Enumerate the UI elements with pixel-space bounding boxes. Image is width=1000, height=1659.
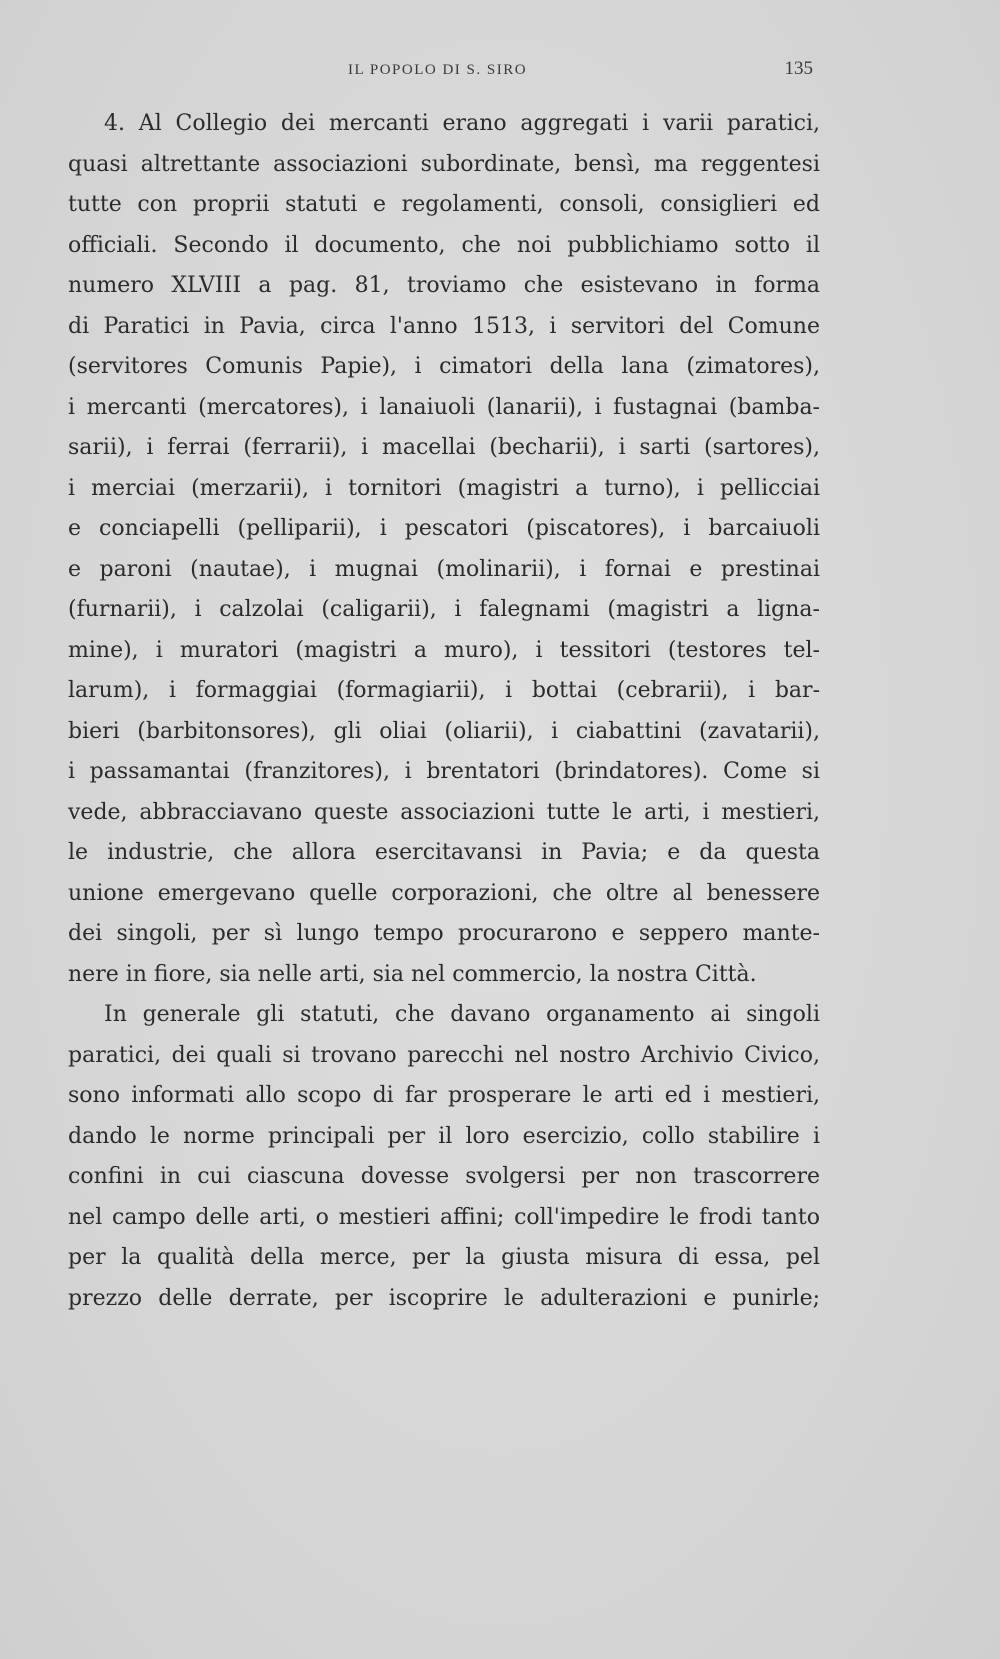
running-head	[68, 58, 813, 88]
text-line: di Paratici in Pavia, circa l'anno 1513, i servitori del Comune	[68, 313, 820, 339]
text-line: numero XLVIII a pag. 81, troviamo che esistevano in forma	[68, 273, 820, 298]
text-line: confini in cui ciascuna dovesse svolgersi per non trascorrere	[68, 1164, 820, 1189]
text-line: mine), i muratori (magistri a muro), i tessitori (testores tel-	[68, 637, 820, 663]
running-title: IL POPOLO DI S. SIRO	[348, 62, 528, 78]
text-line: bieri (barbitonsores), gli oliai (oliarii), i ciabattini (zavatarii),	[68, 718, 820, 744]
text-line: nere in fiore, sia nelle arti, sia nel commercio, la nostra Città.	[68, 961, 757, 987]
page-number: 135	[784, 58, 813, 79]
text-line: i passamantai (franzitores), i brentatori (brindatores). Come si	[68, 759, 820, 784]
text-line: (servitores Comunis Papie), i cimatori della lana (zimatores),	[68, 354, 820, 379]
text-line: le industrie, che allora esercitavansi in Pavia; e da questa	[68, 840, 820, 865]
text-line: 4. Al Collegio dei mercanti erano aggregati i varii paratici,	[104, 111, 820, 136]
text-line: unione emergevano quelle corporazioni, che oltre al benessere	[68, 880, 820, 906]
text-line: larum), i formaggiai (formagiarii), i bottai (cebrarii), i bar-	[68, 678, 820, 703]
text-line: vede, abbracciavano queste associazioni tutte le arti, i mestieri,	[68, 799, 820, 825]
text-line: sarii), i ferrai (ferrarii), i macellai (becharii), i sarti (sartores),	[68, 435, 820, 460]
text-line: In generale gli statuti, che davano organamento ai singoli	[104, 1002, 820, 1027]
text-line: nel campo delle arti, o mestieri affini; coll'impedire le frodi tanto	[68, 1204, 820, 1230]
text-line: e conciapelli (pelliparii), i pescatori (piscatores), i barcaiuoli	[68, 516, 820, 541]
text-line: paratici, dei quali si trovano parecchi nel nostro Archivio Civico,	[68, 1042, 820, 1068]
text-line: tutte con proprii statuti e regolamenti, consoli, consiglieri ed	[68, 192, 820, 217]
text-line: i merciai (merzarii), i tornitori (magistri a turno), i pellicciai	[68, 475, 820, 501]
text-line: per la qualità della merce, per la giusta misura di essa, pel	[68, 1245, 820, 1270]
text-line: dando le norme principali per il loro esercizio, collo stabilire i	[68, 1123, 820, 1149]
text-line: sono informati allo scopo di far prosperare le arti ed i mestieri,	[68, 1083, 820, 1108]
text-line: e paroni (nautae), i mugnai (molinarii), i fornai e prestinai	[68, 556, 820, 582]
text-line: dei singoli, per sì lungo tempo procurarono e seppero mante-	[68, 921, 820, 946]
text-line: prezzo delle derrate, per iscoprire le adulterazioni e punirle;	[68, 1285, 820, 1311]
text-line: officiali. Secondo il documento, che noi pubblichiamo sotto il	[68, 232, 820, 258]
text-line: i mercanti (mercatores), i lanaiuoli (lanarii), i fustagnai (bamba-	[68, 394, 820, 420]
text-line: (furnarii), i calzolai (caligarii), i falegnami (magistri a ligna-	[68, 597, 820, 622]
paragraph-1	[68, 104, 820, 995]
body-text	[68, 104, 820, 1319]
paragraph-2	[68, 995, 820, 1319]
text-line: quasi altrettante associazioni subordinate, bensì, ma reggentesi	[68, 151, 820, 177]
